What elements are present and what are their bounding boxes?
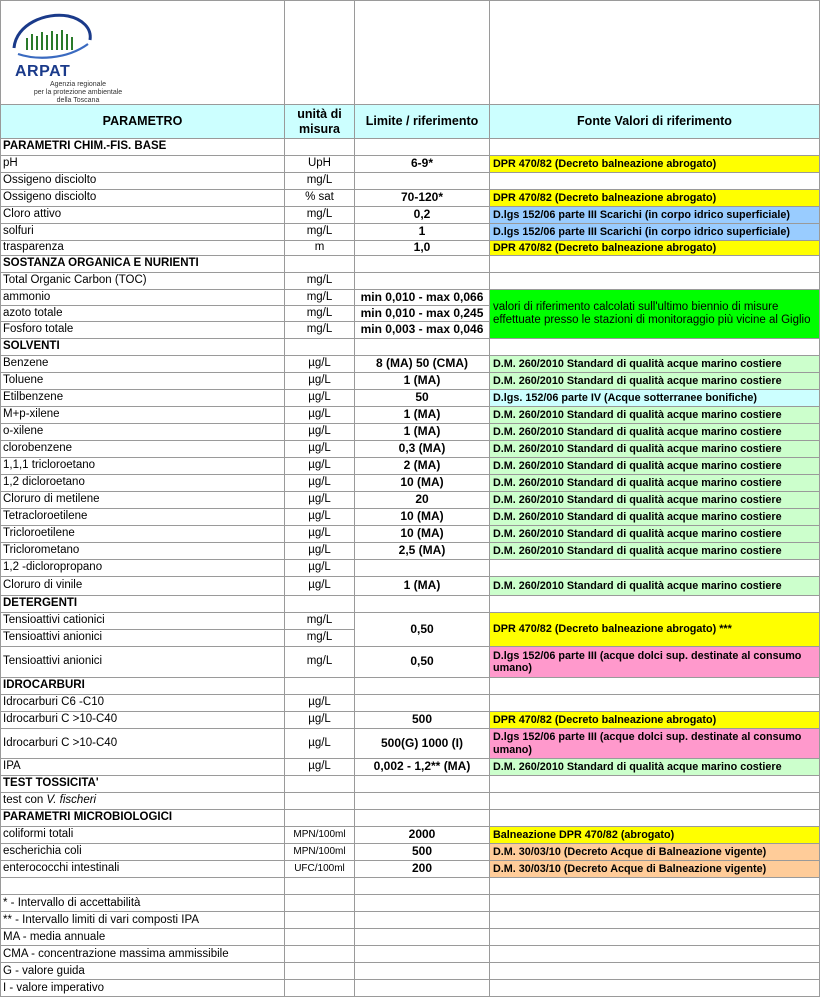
limit-cell: min 0,010 - max 0,066	[355, 290, 490, 306]
unit-cell: MPN/100ml	[285, 844, 355, 861]
empty-cell	[490, 139, 820, 156]
logo-subtitle: Agenzia regionale per la protezione ambientale della Toscana	[33, 81, 123, 104]
source-cell: D.M. 260/2010 Standard di qualità acque marino costiere	[490, 759, 820, 776]
empty-cell	[355, 980, 490, 997]
section-title: IDROCARBURI	[0, 678, 285, 695]
footnote: I - valore imperativo	[3, 982, 104, 994]
empty-cell	[355, 139, 490, 156]
unit-cell: m	[285, 241, 355, 256]
source-cell	[490, 273, 820, 290]
limit-cell: 6-9*	[355, 156, 490, 173]
source-cell: D.lgs 152/06 parte III (acque dolci sup. destinate al consumo umano)	[490, 647, 820, 678]
param-cell: o-xilene	[0, 424, 285, 441]
limit-cell: 500	[355, 844, 490, 861]
empty-cell	[355, 912, 490, 929]
param-cell: Cloro attivo	[0, 207, 285, 224]
limit-cell: 1 (MA)	[355, 407, 490, 424]
source-cell-merged: valori di riferimento calcolati sull'ultimo biennio di misure effettuate presso le stazioni di monitoraggio più vicine al Giglio	[490, 290, 820, 339]
param-cell: Tensioattivi anionici	[0, 647, 285, 678]
unit-cell	[285, 793, 355, 810]
footnote: CMA - concentrazione massima ammissibile	[3, 948, 229, 960]
empty-cell	[285, 980, 355, 997]
limit-cell: 2000	[355, 827, 490, 844]
empty-cell	[355, 256, 490, 273]
limit-cell: 50	[355, 390, 490, 407]
limit-cell	[355, 560, 490, 577]
unit-cell: µg/L	[285, 577, 355, 596]
arpat-logo-icon	[6, 10, 96, 62]
limit-cell: 2 (MA)	[355, 458, 490, 475]
limit-cell	[355, 173, 490, 190]
source-cell: D.M. 30/03/10 (Decreto Acque di Balneazione vigente)	[490, 861, 820, 878]
source-cell: D.lgs 152/06 parte III (acque dolci sup. destinate al consumo umano)	[490, 729, 820, 759]
source-cell: DPR 470/82 (Decreto balneazione abrogato)	[490, 156, 820, 173]
limit-cell: 70-120*	[355, 190, 490, 207]
limit-cell: 2,5 (MA)	[355, 543, 490, 560]
unit-cell: mg/L	[285, 613, 355, 630]
unit-cell: µg/L	[285, 695, 355, 712]
empty-cell	[285, 339, 355, 356]
limit-cell: 1 (MA)	[355, 373, 490, 390]
source-cell: D.M. 260/2010 Standard di qualità acque marino costiere	[490, 475, 820, 492]
param-cell: trasparenza	[0, 241, 285, 256]
param-italic-text: V. fischeri	[46, 794, 97, 807]
param-cell: Etilbenzene	[0, 390, 285, 407]
footnote: MA - media annuale	[3, 931, 106, 943]
param-cell: Fosforo totale	[0, 322, 285, 339]
section-title: PARAMETRI MICROBIOLOGICI	[0, 810, 285, 827]
limit-cell: 1 (MA)	[355, 424, 490, 441]
empty-cell	[285, 256, 355, 273]
unit-cell: mg/L	[285, 207, 355, 224]
limit-cell	[355, 695, 490, 712]
empty-cell	[285, 963, 355, 980]
empty-cell	[355, 776, 490, 793]
param-cell: M+p-xilene	[0, 407, 285, 424]
empty-cell	[285, 678, 355, 695]
logo-name: ARPAT	[15, 63, 71, 80]
empty-cell	[490, 776, 820, 793]
source-cell: D.lgs. 152/06 parte IV (Acque sotterranee bonifiche)	[490, 390, 820, 407]
unit-cell: µg/L	[285, 407, 355, 424]
empty-cell	[490, 678, 820, 695]
source-cell	[490, 793, 820, 810]
empty-cell	[355, 810, 490, 827]
unit-cell: µg/L	[285, 475, 355, 492]
source-cell: D.M. 30/03/10 (Decreto Acque di Balneazione vigente)	[490, 844, 820, 861]
empty-cell	[490, 946, 820, 963]
empty-cell	[490, 929, 820, 946]
source-cell: D.M. 260/2010 Standard di qualità acque marino costiere	[490, 492, 820, 509]
param-cell: Cloruro di metilene	[0, 492, 285, 509]
param-cell: Ossigeno disciolto	[0, 173, 285, 190]
limit-cell-merged: 0,50	[355, 613, 490, 647]
limit-cell	[355, 273, 490, 290]
param-cell: Total Organic Carbon (TOC)	[0, 273, 285, 290]
empty-cell	[285, 776, 355, 793]
unit-cell: µg/L	[285, 424, 355, 441]
param-cell: coliformi totali	[0, 827, 285, 844]
param-cell: Tetracloroetilene	[0, 509, 285, 526]
unit-cell: µg/L	[285, 458, 355, 475]
limit-cell: 8 (MA) 50 (CMA)	[355, 356, 490, 373]
param-cell: solfuri	[0, 224, 285, 241]
source-cell: Balneazione DPR 470/82 (abrogato)	[490, 827, 820, 844]
section-title: SOLVENTI	[0, 339, 285, 356]
param-cell	[0, 793, 285, 810]
source-cell: D.M. 260/2010 Standard di qualità acque marino costiere	[490, 441, 820, 458]
param-cell: 1,2 dicloroetano	[0, 475, 285, 492]
limit-cell: 0,3 (MA)	[355, 441, 490, 458]
empty-cell	[285, 895, 355, 912]
param-cell: Cloruro di vinile	[0, 577, 285, 596]
footnote: * - Intervallo di accettabilità	[3, 897, 141, 909]
source-cell-merged: DPR 470/82 (Decreto balneazione abrogato) ***	[490, 613, 820, 647]
empty-cell	[355, 963, 490, 980]
source-cell	[490, 695, 820, 712]
empty-cell	[285, 946, 355, 963]
source-cell: D.M. 260/2010 Standard di qualità acque marino costiere	[490, 509, 820, 526]
empty-cell	[490, 810, 820, 827]
source-cell: D.lgs 152/06 parte III Scarichi (in corpo idrico superficiale)	[490, 207, 820, 224]
empty-cell	[285, 596, 355, 613]
limit-cell: 10 (MA)	[355, 509, 490, 526]
limit-cell: 10 (MA)	[355, 526, 490, 543]
param-cell: Benzene	[0, 356, 285, 373]
unit-cell: mg/L	[285, 306, 355, 322]
unit-cell: MPN/100ml	[285, 827, 355, 844]
param-cell: Tricloroetilene	[0, 526, 285, 543]
source-cell: D.M. 260/2010 Standard di qualità acque marino costiere	[490, 373, 820, 390]
header-unita: unità di misura	[285, 105, 355, 139]
param-cell: Ossigeno disciolto	[0, 190, 285, 207]
section-title: TEST TOSSICITA'	[0, 776, 285, 793]
param-cell: Toluene	[0, 373, 285, 390]
unit-cell: % sat	[285, 190, 355, 207]
empty-cell	[285, 139, 355, 156]
unit-cell: UpH	[285, 156, 355, 173]
empty-cell	[490, 339, 820, 356]
header-fonte: Fonte Valori di riferimento	[490, 105, 820, 139]
empty-cell	[355, 339, 490, 356]
source-cell: DPR 470/82 (Decreto balneazione abrogato)	[490, 712, 820, 729]
empty-cell	[490, 912, 820, 929]
limit-cell: 10 (MA)	[355, 475, 490, 492]
empty-cell	[490, 895, 820, 912]
limit-cell: 200	[355, 861, 490, 878]
source-cell: D.M. 260/2010 Standard di qualità acque marino costiere	[490, 458, 820, 475]
limit-cell	[355, 793, 490, 810]
limit-cell: min 0,003 - max 0,046	[355, 322, 490, 339]
param-cell: clorobenzene	[0, 441, 285, 458]
unit-cell: µg/L	[285, 509, 355, 526]
source-cell: DPR 470/82 (Decreto balneazione abrogato)	[490, 190, 820, 207]
limit-cell: 500(G) 1000 (I)	[355, 729, 490, 759]
section-title: DETERGENTI	[0, 596, 285, 613]
empty-cell	[355, 929, 490, 946]
unit-cell: µg/L	[285, 526, 355, 543]
unit-cell: mg/L	[285, 290, 355, 306]
empty-cell	[355, 678, 490, 695]
section-title: SOSTANZA ORGANICA E NURIENTI	[0, 256, 285, 273]
param-cell: Tensioattivi anionici	[0, 630, 285, 647]
param-cell: enterococchi intestinali	[0, 861, 285, 878]
source-cell	[490, 173, 820, 190]
param-cell: IPA	[0, 759, 285, 776]
unit-cell: µg/L	[285, 543, 355, 560]
limit-cell: 500	[355, 712, 490, 729]
empty-cell	[490, 980, 820, 997]
param-cell: Idrocarburi C >10-C40	[0, 712, 285, 729]
limit-cell: 0,2	[355, 207, 490, 224]
unit-cell: µg/L	[285, 373, 355, 390]
empty-cell	[355, 946, 490, 963]
unit-cell: µg/L	[285, 441, 355, 458]
unit-cell: µg/L	[285, 729, 355, 759]
limit-cell: 1	[355, 224, 490, 241]
unit-cell: mg/L	[285, 273, 355, 290]
section-title: PARAMETRI CHIM.-FIS. BASE	[0, 139, 285, 156]
empty-cell	[285, 929, 355, 946]
empty-cell	[355, 878, 490, 895]
unit-cell: µg/L	[285, 712, 355, 729]
param-cell: Tensioattivi cationici	[0, 613, 285, 630]
empty-cell	[355, 0, 490, 105]
unit-cell: mg/L	[285, 647, 355, 678]
limit-cell: 1 (MA)	[355, 577, 490, 596]
empty-cell	[285, 912, 355, 929]
empty-cell	[490, 0, 820, 105]
empty-cell	[0, 878, 285, 895]
source-cell: D.M. 260/2010 Standard di qualità acque marino costiere	[490, 543, 820, 560]
footnote: G - valore guida	[3, 965, 85, 977]
param-cell: escherichia coli	[0, 844, 285, 861]
param-cell: Idrocarburi C6 -C10	[0, 695, 285, 712]
header-parametro: PARAMETRO	[0, 105, 285, 139]
source-cell: D.lgs 152/06 parte III Scarichi (in corpo idrico superficiale)	[490, 224, 820, 241]
param-cell: Idrocarburi C >10-C40	[0, 729, 285, 759]
footnote: ** - Intervallo limiti di vari composti IPA	[3, 914, 199, 926]
unit-cell: mg/L	[285, 322, 355, 339]
source-cell	[490, 560, 820, 577]
param-cell: azoto totale	[0, 306, 285, 322]
limit-cell: 0,50	[355, 647, 490, 678]
source-cell: D.M. 260/2010 Standard di qualità acque marino costiere	[490, 407, 820, 424]
unit-cell: µg/L	[285, 390, 355, 407]
source-cell: DPR 470/82 (Decreto balneazione abrogato)	[490, 241, 820, 256]
unit-cell: mg/L	[285, 224, 355, 241]
empty-cell	[285, 0, 355, 105]
limit-cell: 20	[355, 492, 490, 509]
empty-cell	[490, 963, 820, 980]
source-cell: D.M. 260/2010 Standard di qualità acque marino costiere	[490, 526, 820, 543]
param-cell: ammonio	[0, 290, 285, 306]
param-cell: pH	[0, 156, 285, 173]
source-cell: D.M. 260/2010 Standard di qualità acque marino costiere	[490, 356, 820, 373]
unit-cell: mg/L	[285, 173, 355, 190]
empty-cell	[490, 256, 820, 273]
unit-cell: µg/L	[285, 356, 355, 373]
param-cell: 1,1,1 tricloroetano	[0, 458, 285, 475]
empty-cell	[355, 895, 490, 912]
empty-cell	[490, 878, 820, 895]
limit-cell: 1,0	[355, 241, 490, 256]
param-cell: Triclorometano	[0, 543, 285, 560]
empty-cell	[490, 596, 820, 613]
empty-cell	[285, 878, 355, 895]
source-cell: D.M. 260/2010 Standard di qualità acque marino costiere	[490, 424, 820, 441]
unit-cell: µg/L	[285, 560, 355, 577]
unit-cell: UFC/100ml	[285, 861, 355, 878]
empty-cell	[355, 596, 490, 613]
arpat-logo	[6, 10, 123, 104]
limit-cell: 0,002 - 1,2** (MA)	[355, 759, 490, 776]
unit-cell: µg/L	[285, 759, 355, 776]
limit-cell: min 0,010 - max 0,245	[355, 306, 490, 322]
header-limite: Limite / riferimento	[355, 105, 490, 139]
source-cell: D.M. 260/2010 Standard di qualità acque marino costiere	[490, 577, 820, 596]
unit-cell: mg/L	[285, 630, 355, 647]
empty-cell	[285, 810, 355, 827]
unit-cell: µg/L	[285, 492, 355, 509]
param-cell: 1,2 -dicloropropano	[0, 560, 285, 577]
param-text: test con	[3, 794, 47, 807]
